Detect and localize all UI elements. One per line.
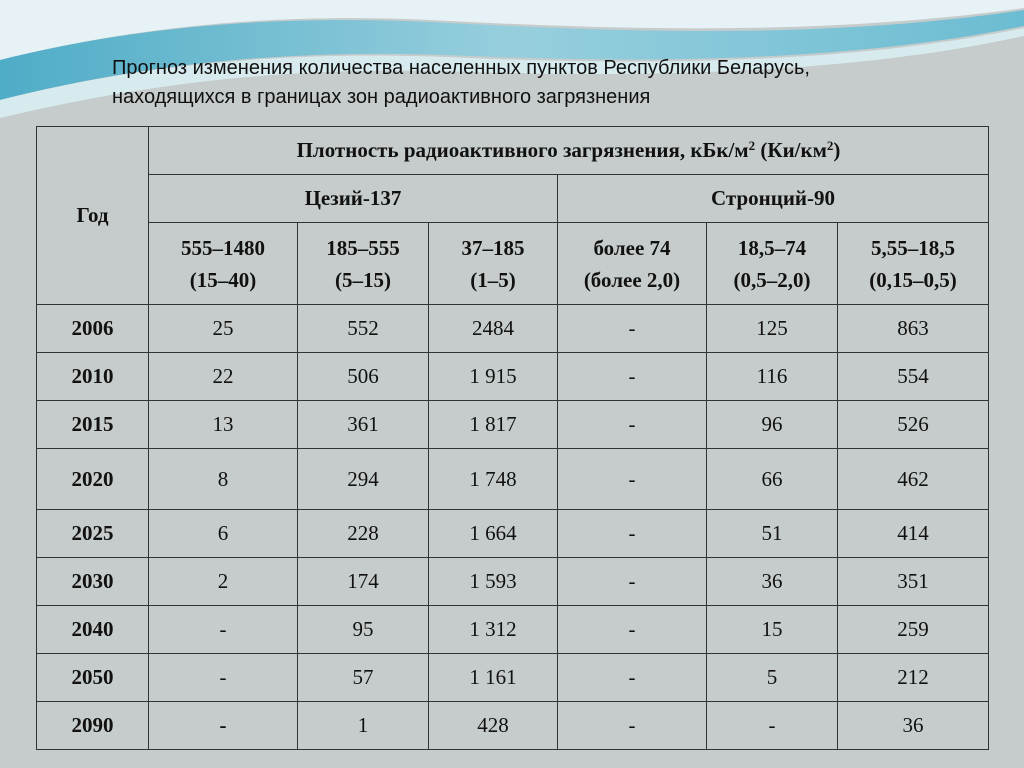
range-header-line-2: (1–5) <box>470 267 516 292</box>
year-cell: 2020 <box>37 449 149 510</box>
value-cell: 506 <box>298 353 429 401</box>
year-cell: 2010 <box>37 353 149 401</box>
value-cell: 2 <box>149 558 298 606</box>
value-cell: 95 <box>298 606 429 654</box>
range-header-line-1: 37–185 <box>461 235 525 260</box>
value-cell: - <box>558 305 707 353</box>
year-column-header: Год <box>37 127 149 305</box>
range-header-line-1: 185–555 <box>326 235 400 260</box>
value-cell: 526 <box>838 401 989 449</box>
value-cell: 25 <box>149 305 298 353</box>
table-row <box>37 606 989 654</box>
range-header-line-1: 555–1480 <box>181 235 265 260</box>
value-cell: 1 312 <box>429 606 558 654</box>
density-header-suffix: ) <box>833 138 841 162</box>
value-cell: - <box>149 654 298 702</box>
group-header-cesium: Цезий-137 <box>149 175 558 223</box>
value-cell: 1 664 <box>429 510 558 558</box>
range-header <box>558 223 707 305</box>
density-header-prefix: Плотность радиоактивного загрязнения, кБк/м <box>296 138 749 162</box>
value-cell: 8 <box>149 449 298 510</box>
forecast-table <box>36 126 989 750</box>
value-cell: 294 <box>298 449 429 510</box>
value-cell: 2484 <box>429 305 558 353</box>
value-cell: 51 <box>707 510 838 558</box>
year-cell: 2006 <box>37 305 149 353</box>
range-header-line-1: 18,5–74 <box>737 235 807 260</box>
slide-title-line-1: Прогноз изменения количества населенных пунктов Республики Беларусь, <box>112 57 810 79</box>
value-cell: 212 <box>838 654 989 702</box>
year-cell: 2050 <box>37 654 149 702</box>
value-cell: 36 <box>707 558 838 606</box>
table-row <box>37 510 989 558</box>
value-cell: 228 <box>298 510 429 558</box>
value-cell: 15 <box>707 606 838 654</box>
value-cell: - <box>558 606 707 654</box>
table-row <box>37 353 989 401</box>
value-cell: 361 <box>298 401 429 449</box>
table-row <box>37 449 989 510</box>
value-cell: 5 <box>707 654 838 702</box>
value-cell: - <box>558 510 707 558</box>
value-cell: 125 <box>707 305 838 353</box>
year-cell: 2030 <box>37 558 149 606</box>
value-cell: - <box>149 702 298 750</box>
slide-title <box>112 54 1012 112</box>
value-cell: 174 <box>298 558 429 606</box>
range-header <box>298 223 429 305</box>
value-cell: 414 <box>838 510 989 558</box>
value-cell: 66 <box>707 449 838 510</box>
value-cell: 1 748 <box>429 449 558 510</box>
year-cell: 2040 <box>37 606 149 654</box>
value-cell: 462 <box>838 449 989 510</box>
table-row <box>37 401 989 449</box>
value-cell: 428 <box>429 702 558 750</box>
density-header-sup-2: 2 <box>826 138 834 153</box>
table-row <box>37 654 989 702</box>
value-cell: 1 161 <box>429 654 558 702</box>
value-cell: 1 593 <box>429 558 558 606</box>
range-header <box>838 223 989 305</box>
year-cell: 2025 <box>37 510 149 558</box>
value-cell: - <box>707 702 838 750</box>
group-header-strontium: Стронций-90 <box>558 175 989 223</box>
value-cell: - <box>558 702 707 750</box>
year-cell: 2090 <box>37 702 149 750</box>
value-cell: 13 <box>149 401 298 449</box>
value-cell: 96 <box>707 401 838 449</box>
value-cell: 552 <box>298 305 429 353</box>
value-cell: 1 915 <box>429 353 558 401</box>
range-header <box>429 223 558 305</box>
value-cell: 116 <box>707 353 838 401</box>
value-cell: - <box>558 654 707 702</box>
range-header <box>707 223 838 305</box>
table-row <box>37 558 989 606</box>
value-cell: - <box>149 606 298 654</box>
table-row <box>37 305 989 353</box>
table-row <box>37 702 989 750</box>
range-header-line-1: 5,55–18,5 <box>871 235 955 260</box>
value-cell: 351 <box>838 558 989 606</box>
density-header-sup-1: 2 <box>748 138 756 153</box>
value-cell: 863 <box>838 305 989 353</box>
density-header <box>149 127 989 175</box>
slide-title-line-2: находящихся в границах зон радиоактивного загрязнения <box>112 86 651 108</box>
range-header-line-1: более 74 <box>593 235 671 260</box>
density-header-middle: (Ки/км <box>755 138 827 162</box>
value-cell: - <box>558 449 707 510</box>
value-cell: - <box>558 353 707 401</box>
value-cell: 36 <box>838 702 989 750</box>
range-header <box>149 223 298 305</box>
value-cell: 57 <box>298 654 429 702</box>
range-header-line-2: (более 2,0) <box>583 267 681 292</box>
year-cell: 2015 <box>37 401 149 449</box>
value-cell: 6 <box>149 510 298 558</box>
range-header-line-2: (0,5–2,0) <box>733 267 811 292</box>
value-cell: 259 <box>838 606 989 654</box>
value-cell: - <box>558 558 707 606</box>
range-header-line-2: (5–15) <box>335 267 391 292</box>
value-cell: 1 <box>298 702 429 750</box>
value-cell: 1 817 <box>429 401 558 449</box>
range-header-line-2: (0,15–0,5) <box>869 267 957 292</box>
value-cell: 554 <box>838 353 989 401</box>
value-cell: - <box>558 401 707 449</box>
range-header-line-2: (15–40) <box>189 267 257 292</box>
value-cell: 22 <box>149 353 298 401</box>
